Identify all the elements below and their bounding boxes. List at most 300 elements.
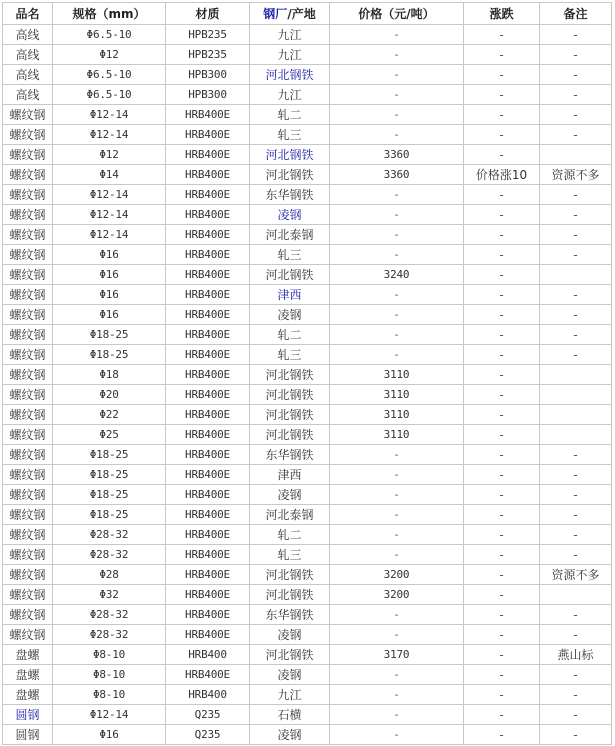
cell-price: 3110 bbox=[330, 385, 464, 405]
cell-change: - bbox=[464, 425, 540, 445]
table-row bbox=[3, 585, 612, 605]
cell-spec: Φ28 bbox=[53, 565, 166, 585]
cell-price: - bbox=[330, 525, 464, 545]
cell-mill[interactable]: 河北钢铁 bbox=[250, 65, 330, 85]
cell-change: - bbox=[464, 145, 540, 165]
cell-note: - bbox=[540, 65, 612, 85]
cell-mill: 石横 bbox=[250, 705, 330, 725]
cell-spec: Φ12 bbox=[53, 45, 166, 65]
cell-name: 高线 bbox=[3, 45, 53, 65]
cell-material: HRB400E bbox=[166, 125, 250, 145]
cell-change: - bbox=[464, 105, 540, 125]
cell-note: - bbox=[540, 305, 612, 325]
cell-mill: 河北泰钢 bbox=[250, 225, 330, 245]
cell-price: - bbox=[330, 185, 464, 205]
cell-name: 螺纹钢 bbox=[3, 585, 53, 605]
cell-note: - bbox=[540, 665, 612, 685]
cell-mill: 轧二 bbox=[250, 105, 330, 125]
cell-spec: Φ12-14 bbox=[53, 205, 166, 225]
cell-material: HPB300 bbox=[166, 65, 250, 85]
cell-change: - bbox=[464, 325, 540, 345]
cell-price: 3200 bbox=[330, 585, 464, 605]
cell-spec: Φ6.5-10 bbox=[53, 65, 166, 85]
cell-change: - bbox=[464, 465, 540, 485]
cell-name: 螺纹钢 bbox=[3, 545, 53, 565]
cell-material: HRB400E bbox=[166, 185, 250, 205]
cell-material: HRB400E bbox=[166, 265, 250, 285]
cell-price: - bbox=[330, 105, 464, 125]
cell-note: - bbox=[540, 225, 612, 245]
cell-material: HRB400E bbox=[166, 525, 250, 545]
cell-spec: Φ28-32 bbox=[53, 605, 166, 625]
cell-price: - bbox=[330, 45, 464, 65]
cell-change: - bbox=[464, 645, 540, 665]
cell-price: - bbox=[330, 245, 464, 265]
cell-spec: Φ16 bbox=[53, 285, 166, 305]
cell-note: - bbox=[540, 605, 612, 625]
cell-price: - bbox=[330, 685, 464, 705]
cell-change: - bbox=[464, 65, 540, 85]
cell-mill: 九江 bbox=[250, 45, 330, 65]
cell-material: HRB400E bbox=[166, 345, 250, 365]
cell-note bbox=[540, 265, 612, 285]
cell-price: 3170 bbox=[330, 645, 464, 665]
steel-price-table bbox=[2, 2, 612, 745]
cell-note bbox=[540, 585, 612, 605]
cell-mill: 轧三 bbox=[250, 545, 330, 565]
table-row bbox=[3, 45, 612, 65]
table-row bbox=[3, 85, 612, 105]
cell-material: HRB400E bbox=[166, 245, 250, 265]
table-row bbox=[3, 665, 612, 685]
cell-material: HRB400E bbox=[166, 465, 250, 485]
table-row bbox=[3, 325, 612, 345]
cell-spec: Φ6.5-10 bbox=[53, 25, 166, 45]
table-row bbox=[3, 165, 612, 185]
cell-change: - bbox=[464, 285, 540, 305]
cell-change: - bbox=[464, 185, 540, 205]
table-row bbox=[3, 65, 612, 85]
cell-mill: 九江 bbox=[250, 25, 330, 45]
cell-material: Q235 bbox=[166, 725, 250, 745]
cell-spec: Φ18-25 bbox=[53, 485, 166, 505]
cell-mill: 轧二 bbox=[250, 525, 330, 545]
cell-price: - bbox=[330, 505, 464, 525]
cell-mill: 河北钢铁 bbox=[250, 385, 330, 405]
cell-note: - bbox=[540, 25, 612, 45]
cell-change: - bbox=[464, 365, 540, 385]
cell-material: HRB400E bbox=[166, 605, 250, 625]
cell-name: 高线 bbox=[3, 65, 53, 85]
cell-note: - bbox=[540, 545, 612, 565]
table-row bbox=[3, 185, 612, 205]
cell-change: - bbox=[464, 305, 540, 325]
cell-price: - bbox=[330, 25, 464, 45]
cell-spec: Φ12-14 bbox=[53, 225, 166, 245]
cell-name: 盘螺 bbox=[3, 665, 53, 685]
cell-price: 3110 bbox=[330, 365, 464, 385]
cell-price: - bbox=[330, 285, 464, 305]
cell-mill[interactable]: 津西 bbox=[250, 285, 330, 305]
cell-price: 3110 bbox=[330, 405, 464, 425]
cell-change: - bbox=[464, 265, 540, 285]
table-row bbox=[3, 565, 612, 585]
cell-change: - bbox=[464, 525, 540, 545]
header-spec-unit: （mm） bbox=[96, 6, 146, 21]
cell-change: - bbox=[464, 565, 540, 585]
cell-name: 螺纹钢 bbox=[3, 445, 53, 465]
table-row bbox=[3, 145, 612, 165]
table-row bbox=[3, 505, 612, 525]
cell-material: HRB400 bbox=[166, 645, 250, 665]
cell-name: 螺纹钢 bbox=[3, 305, 53, 325]
cell-change: - bbox=[464, 505, 540, 525]
table-row bbox=[3, 705, 612, 725]
cell-mill: 轧三 bbox=[250, 245, 330, 265]
cell-name: 螺纹钢 bbox=[3, 285, 53, 305]
cell-material: HRB400E bbox=[166, 625, 250, 645]
cell-name: 高线 bbox=[3, 85, 53, 105]
cell-price: 3360 bbox=[330, 165, 464, 185]
cell-material: HPB235 bbox=[166, 45, 250, 65]
cell-material: HRB400E bbox=[166, 365, 250, 385]
cell-note bbox=[540, 405, 612, 425]
cell-price: - bbox=[330, 545, 464, 565]
cell-note: - bbox=[540, 505, 612, 525]
cell-change: - bbox=[464, 445, 540, 465]
cell-name: 螺纹钢 bbox=[3, 245, 53, 265]
cell-change: - bbox=[464, 85, 540, 105]
table-row bbox=[3, 285, 612, 305]
cell-change: - bbox=[464, 245, 540, 265]
cell-spec: Φ16 bbox=[53, 305, 166, 325]
cell-material: HRB400E bbox=[166, 205, 250, 225]
cell-change: - bbox=[464, 725, 540, 745]
cell-spec: Φ12-14 bbox=[53, 185, 166, 205]
cell-material: HRB400E bbox=[166, 165, 250, 185]
cell-price: - bbox=[330, 325, 464, 345]
cell-note: - bbox=[540, 485, 612, 505]
cell-mill: 津西 bbox=[250, 465, 330, 485]
cell-mill: 凌钢 bbox=[250, 485, 330, 505]
cell-note: - bbox=[540, 725, 612, 745]
cell-spec: Φ8-10 bbox=[53, 685, 166, 705]
cell-spec: Φ18-25 bbox=[53, 505, 166, 525]
cell-mill: 东华钢铁 bbox=[250, 445, 330, 465]
cell-name: 盘螺 bbox=[3, 685, 53, 705]
cell-mill: 河北钢铁 bbox=[250, 405, 330, 425]
cell-note: - bbox=[540, 325, 612, 345]
cell-price: - bbox=[330, 625, 464, 645]
cell-name: 螺纹钢 bbox=[3, 525, 53, 545]
cell-name: 螺纹钢 bbox=[3, 125, 53, 145]
cell-mill: 轧二 bbox=[250, 325, 330, 345]
cell-spec: Φ28-32 bbox=[53, 525, 166, 545]
cell-mill[interactable]: 河北钢铁 bbox=[250, 145, 330, 165]
cell-name: 螺纹钢 bbox=[3, 565, 53, 585]
cell-note: - bbox=[540, 705, 612, 725]
cell-note: 燕山标 bbox=[540, 645, 612, 665]
cell-mill: 凌钢 bbox=[250, 305, 330, 325]
cell-note: - bbox=[540, 105, 612, 125]
cell-mill: 轧三 bbox=[250, 125, 330, 145]
table-row bbox=[3, 265, 612, 285]
cell-material: Q235 bbox=[166, 705, 250, 725]
cell-mill: 河北钢铁 bbox=[250, 165, 330, 185]
table-row bbox=[3, 105, 612, 125]
cell-mill[interactable]: 凌钢 bbox=[250, 205, 330, 225]
cell-note: - bbox=[540, 285, 612, 305]
cell-change: - bbox=[464, 705, 540, 725]
cell-spec: Φ12-14 bbox=[53, 705, 166, 725]
cell-price: - bbox=[330, 665, 464, 685]
cell-note: - bbox=[540, 465, 612, 485]
table-row bbox=[3, 625, 612, 645]
cell-spec: Φ28-32 bbox=[53, 625, 166, 645]
cell-material: HRB400E bbox=[166, 105, 250, 125]
cell-change: - bbox=[464, 225, 540, 245]
cell-material: HRB400E bbox=[166, 485, 250, 505]
cell-note: - bbox=[540, 85, 612, 105]
cell-spec: Φ20 bbox=[53, 385, 166, 405]
cell-price: - bbox=[330, 445, 464, 465]
cell-material: HRB400E bbox=[166, 225, 250, 245]
cell-price: - bbox=[330, 485, 464, 505]
cell-name: 螺纹钢 bbox=[3, 185, 53, 205]
cell-material: HRB400 bbox=[166, 685, 250, 705]
table-row bbox=[3, 425, 612, 445]
table-row bbox=[3, 725, 612, 745]
cell-material: HPB235 bbox=[166, 25, 250, 45]
table-row bbox=[3, 545, 612, 565]
cell-note: - bbox=[540, 685, 612, 705]
cell-spec: Φ12 bbox=[53, 145, 166, 165]
cell-mill: 河北钢铁 bbox=[250, 425, 330, 445]
header-material: 材质 bbox=[166, 3, 250, 25]
cell-mill: 凌钢 bbox=[250, 625, 330, 645]
cell-name: 螺纹钢 bbox=[3, 225, 53, 245]
cell-price: - bbox=[330, 125, 464, 145]
table-row bbox=[3, 245, 612, 265]
cell-mill: 东华钢铁 bbox=[250, 185, 330, 205]
table-row bbox=[3, 385, 612, 405]
cell-spec: Φ8-10 bbox=[53, 645, 166, 665]
cell-change: - bbox=[464, 585, 540, 605]
cell-spec: Φ12-14 bbox=[53, 125, 166, 145]
cell-spec: Φ18 bbox=[53, 365, 166, 385]
cell-material: HRB400E bbox=[166, 425, 250, 445]
cell-price: - bbox=[330, 725, 464, 745]
cell-note: - bbox=[540, 445, 612, 465]
cell-name: 螺纹钢 bbox=[3, 165, 53, 185]
header-price: 价格（元/吨） bbox=[330, 3, 464, 25]
cell-mill: 东华钢铁 bbox=[250, 605, 330, 625]
header-spec-label: 规格 bbox=[72, 6, 97, 21]
cell-note bbox=[540, 385, 612, 405]
cell-material: HRB400E bbox=[166, 405, 250, 425]
table-body bbox=[3, 25, 612, 745]
cell-note: - bbox=[540, 185, 612, 205]
cell-note: 资源不多 bbox=[540, 165, 612, 185]
cell-name: 高线 bbox=[3, 25, 53, 45]
cell-material: HRB400E bbox=[166, 305, 250, 325]
header-note: 备注 bbox=[540, 3, 612, 25]
cell-spec: Φ14 bbox=[53, 165, 166, 185]
table-row bbox=[3, 345, 612, 365]
cell-mill: 河北钢铁 bbox=[250, 565, 330, 585]
cell-material: HRB400E bbox=[166, 385, 250, 405]
header-mill-link[interactable]: 钢厂 bbox=[263, 6, 288, 21]
cell-name: 螺纹钢 bbox=[3, 605, 53, 625]
cell-change: - bbox=[464, 665, 540, 685]
cell-spec: Φ28-32 bbox=[53, 545, 166, 565]
table-row bbox=[3, 205, 612, 225]
cell-name: 螺纹钢 bbox=[3, 325, 53, 345]
table-row bbox=[3, 125, 612, 145]
cell-material: HRB400E bbox=[166, 325, 250, 345]
cell-spec: Φ18-25 bbox=[53, 445, 166, 465]
cell-spec: Φ18-25 bbox=[53, 465, 166, 485]
table-row bbox=[3, 525, 612, 545]
cell-price: - bbox=[330, 225, 464, 245]
cell-spec: Φ18-25 bbox=[53, 345, 166, 365]
table-row bbox=[3, 685, 612, 705]
cell-material: HRB400E bbox=[166, 565, 250, 585]
cell-change: - bbox=[464, 405, 540, 425]
cell-note: 资源不多 bbox=[540, 565, 612, 585]
table-row bbox=[3, 445, 612, 465]
table-row bbox=[3, 365, 612, 385]
cell-name: 圆钢 bbox=[3, 725, 53, 745]
cell-price: - bbox=[330, 605, 464, 625]
table-row bbox=[3, 465, 612, 485]
cell-change: - bbox=[464, 545, 540, 565]
cell-note: - bbox=[540, 245, 612, 265]
cell-price: - bbox=[330, 305, 464, 325]
cell-mill: 河北钢铁 bbox=[250, 265, 330, 285]
cell-name: 螺纹钢 bbox=[3, 625, 53, 645]
cell-name: 螺纹钢 bbox=[3, 345, 53, 365]
cell-change: 价格涨10 bbox=[464, 165, 540, 185]
cell-change: - bbox=[464, 485, 540, 505]
cell-spec: Φ16 bbox=[53, 245, 166, 265]
cell-material: HPB300 bbox=[166, 85, 250, 105]
cell-change: - bbox=[464, 125, 540, 145]
cell-name: 螺纹钢 bbox=[3, 265, 53, 285]
cell-note bbox=[540, 145, 612, 165]
header-row bbox=[3, 3, 612, 25]
cell-material: HRB400E bbox=[166, 145, 250, 165]
cell-change: - bbox=[464, 25, 540, 45]
cell-change: - bbox=[464, 345, 540, 365]
cell-mill: 凌钢 bbox=[250, 665, 330, 685]
cell-material: HRB400E bbox=[166, 665, 250, 685]
cell-mill: 河北钢铁 bbox=[250, 365, 330, 385]
header-mill bbox=[250, 3, 330, 25]
cell-name: 螺纹钢 bbox=[3, 105, 53, 125]
cell-note: - bbox=[540, 625, 612, 645]
cell-name: 螺纹钢 bbox=[3, 405, 53, 425]
cell-mill: 九江 bbox=[250, 685, 330, 705]
cell-spec: Φ12-14 bbox=[53, 105, 166, 125]
cell-mill: 轧三 bbox=[250, 345, 330, 365]
cell-price: - bbox=[330, 345, 464, 365]
cell-spec: Φ22 bbox=[53, 405, 166, 425]
cell-change: - bbox=[464, 385, 540, 405]
cell-price: 3240 bbox=[330, 265, 464, 285]
header-name: 品名 bbox=[3, 3, 53, 25]
table-row bbox=[3, 25, 612, 45]
cell-note: - bbox=[540, 205, 612, 225]
cell-note: - bbox=[540, 45, 612, 65]
header-change: 涨跌 bbox=[464, 3, 540, 25]
cell-price: - bbox=[330, 65, 464, 85]
cell-name[interactable]: 圆钢 bbox=[3, 705, 53, 725]
table-row bbox=[3, 645, 612, 665]
cell-change: - bbox=[464, 205, 540, 225]
cell-mill: 河北泰钢 bbox=[250, 505, 330, 525]
cell-price: - bbox=[330, 705, 464, 725]
table-row bbox=[3, 405, 612, 425]
cell-spec: Φ25 bbox=[53, 425, 166, 445]
cell-spec: Φ32 bbox=[53, 585, 166, 605]
table-row bbox=[3, 485, 612, 505]
cell-price: 3200 bbox=[330, 565, 464, 585]
cell-material: HRB400E bbox=[166, 505, 250, 525]
cell-name: 螺纹钢 bbox=[3, 505, 53, 525]
cell-name: 螺纹钢 bbox=[3, 385, 53, 405]
cell-name: 螺纹钢 bbox=[3, 485, 53, 505]
cell-note: - bbox=[540, 125, 612, 145]
cell-material: HRB400E bbox=[166, 545, 250, 565]
cell-price: - bbox=[330, 205, 464, 225]
cell-spec: Φ18-25 bbox=[53, 325, 166, 345]
cell-spec: Φ8-10 bbox=[53, 665, 166, 685]
cell-name: 螺纹钢 bbox=[3, 145, 53, 165]
table-row bbox=[3, 305, 612, 325]
table-row bbox=[3, 605, 612, 625]
cell-change: - bbox=[464, 45, 540, 65]
cell-material: HRB400E bbox=[166, 285, 250, 305]
cell-change: - bbox=[464, 625, 540, 645]
header-mill-rest: /产地 bbox=[287, 6, 316, 21]
cell-material: HRB400E bbox=[166, 445, 250, 465]
cell-note: - bbox=[540, 525, 612, 545]
cell-name: 螺纹钢 bbox=[3, 425, 53, 445]
header-spec bbox=[53, 3, 166, 25]
cell-note bbox=[540, 365, 612, 385]
cell-note bbox=[540, 425, 612, 445]
cell-spec: Φ16 bbox=[53, 725, 166, 745]
cell-price: 3360 bbox=[330, 145, 464, 165]
cell-name: 螺纹钢 bbox=[3, 365, 53, 385]
cell-change: - bbox=[464, 685, 540, 705]
table-row bbox=[3, 225, 612, 245]
cell-price: - bbox=[330, 85, 464, 105]
cell-price: 3110 bbox=[330, 425, 464, 445]
cell-material: HRB400E bbox=[166, 585, 250, 605]
cell-name: 盘螺 bbox=[3, 645, 53, 665]
cell-name: 螺纹钢 bbox=[3, 205, 53, 225]
cell-change: - bbox=[464, 605, 540, 625]
cell-mill: 九江 bbox=[250, 85, 330, 105]
cell-mill: 凌钢 bbox=[250, 725, 330, 745]
cell-mill: 河北钢铁 bbox=[250, 585, 330, 605]
cell-spec: Φ6.5-10 bbox=[53, 85, 166, 105]
cell-spec: Φ16 bbox=[53, 265, 166, 285]
cell-price: - bbox=[330, 465, 464, 485]
cell-mill: 河北钢铁 bbox=[250, 645, 330, 665]
